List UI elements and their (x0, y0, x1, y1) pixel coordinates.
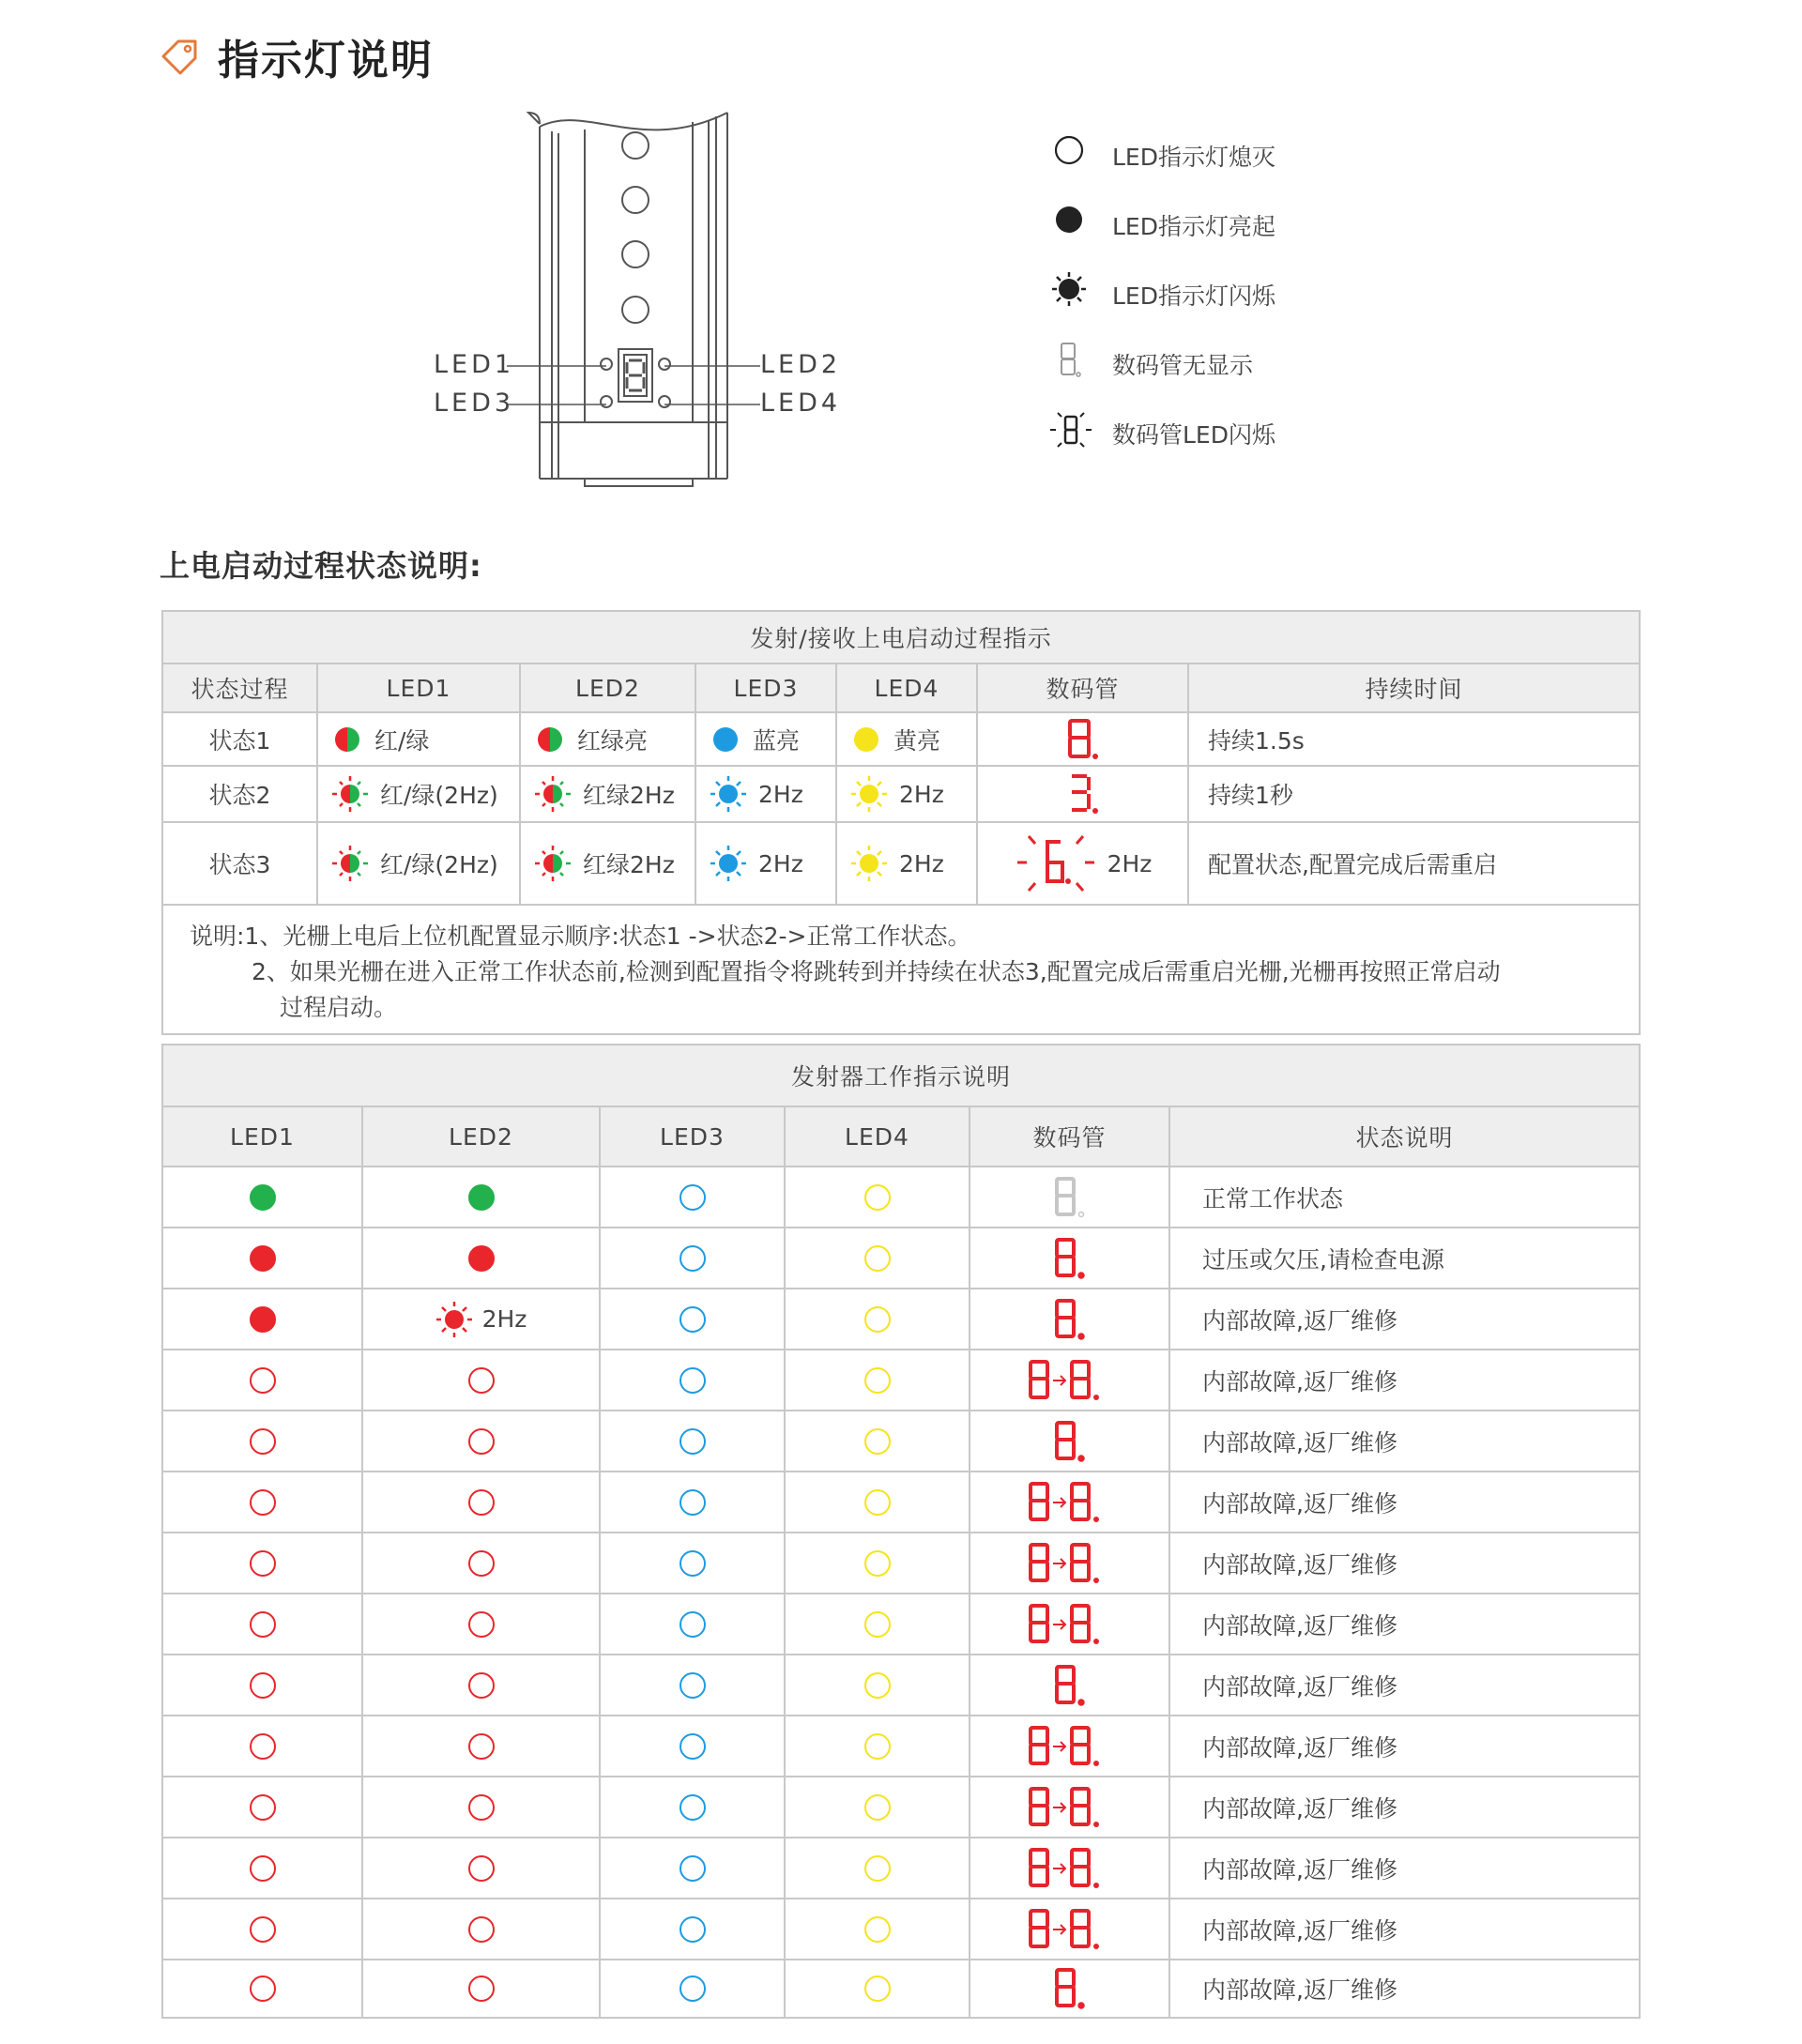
led2-cell (363, 1731, 599, 1762)
led1-cell (163, 1548, 361, 1579)
led4-cell (786, 1182, 969, 1213)
column-header: LED1 (317, 664, 520, 712)
led4-state: 2Hz (899, 849, 944, 877)
status-desc: 内部故障,返厂维修 (1169, 1899, 1640, 1960)
seven-seg-sequence-icon (1027, 1846, 1113, 1891)
label-led3: LED3 (434, 389, 515, 418)
status-desc: 内部故障,返厂维修 (1169, 1777, 1640, 1838)
red-led-icon (248, 1243, 278, 1274)
yellow-led-off-icon (863, 1548, 893, 1579)
seg-cell (970, 1297, 1168, 1342)
blue-led-off-icon (678, 1974, 708, 2004)
column-header: 状态说明 (1169, 1106, 1640, 1167)
seg-cell (970, 1480, 1168, 1525)
led2-cell (363, 1487, 599, 1518)
led3-cell (601, 1731, 784, 1762)
led3-cell (601, 1304, 784, 1335)
red-led-off-icon (248, 1365, 278, 1396)
legend-text: LED指示灯闪烁 (1112, 282, 1275, 310)
red-green-led-icon (331, 724, 363, 755)
led3-cell (601, 1792, 784, 1823)
status-desc: 内部故障,返厂维修 (1169, 1289, 1640, 1350)
table-row (162, 1472, 1640, 1533)
led1-cell (163, 1243, 361, 1274)
seven-seg-display-icon (1051, 1663, 1089, 1708)
red-led-off-icon (248, 1670, 278, 1701)
led1-state: 红/绿(2Hz) (380, 782, 498, 809)
led1-cell (163, 1426, 361, 1457)
led1-cell (163, 1792, 361, 1823)
red-led-off-icon (466, 1792, 496, 1823)
seven-seg-display-icon (1051, 1297, 1089, 1342)
column-header: LED2 (520, 664, 695, 712)
yellow-led-off-icon (863, 1670, 893, 1701)
red-led-off-icon (466, 1731, 496, 1762)
red-led-off-icon (466, 1914, 496, 1945)
led3-cell (601, 1609, 784, 1640)
led3-cell (601, 1426, 784, 1457)
led3-cell (601, 1487, 784, 1518)
blue-led-off-icon (678, 1243, 708, 1274)
table-row (162, 1655, 1640, 1716)
section-header (160, 26, 434, 86)
led2-cell (363, 1914, 599, 1945)
column-header: LED2 (362, 1106, 600, 1167)
led2-cell (363, 1792, 599, 1823)
red-blink-icon (435, 1301, 473, 1338)
seg-cell (970, 1541, 1168, 1586)
seven-seg-sequence-icon (1027, 1480, 1113, 1525)
led1-cell (163, 1853, 361, 1884)
column-header: LED4 (785, 1106, 970, 1167)
seg-cell (970, 1663, 1168, 1708)
led2-cell (363, 1609, 599, 1640)
led1-cell (163, 1487, 361, 1518)
red-green-blink-icon (331, 775, 369, 813)
red-green-blink-icon (534, 775, 572, 813)
seven-seg-display-icon (1051, 1175, 1089, 1220)
led2-state: 红绿2Hz (583, 782, 675, 809)
table-row (162, 712, 1640, 766)
duration-cell: 持续1秒 (1188, 766, 1640, 822)
yellow-blink-icon (850, 775, 888, 813)
green-led-icon (248, 1182, 278, 1213)
led1-state: 红/绿 (374, 726, 430, 755)
seven-seg-sequence-icon (1027, 1785, 1113, 1830)
section-subtitle: 上电启动过程状态说明: (160, 548, 482, 584)
red-led-off-icon (248, 1426, 278, 1457)
red-led-off-icon (466, 1670, 496, 1701)
table-row (162, 1411, 1640, 1472)
seg-cell (970, 1358, 1168, 1403)
led4-cell (786, 1792, 969, 1823)
red-led-off-icon (248, 1548, 278, 1579)
red-led-off-icon (466, 1548, 496, 1579)
led2-cell (363, 1548, 599, 1579)
yellow-led-off-icon (863, 1914, 893, 1945)
table-row (162, 822, 1640, 905)
status-desc: 内部故障,返厂维修 (1169, 1960, 1640, 2018)
seven-seg-display-icon (1064, 771, 1102, 816)
led4-cell (786, 1670, 969, 1701)
seven-seg-sequence-icon (1027, 1724, 1113, 1769)
column-header: LED3 (600, 1106, 785, 1167)
emitter-table (161, 1044, 1641, 2019)
led3-state: 2Hz (758, 780, 803, 808)
led4-cell (786, 1853, 969, 1884)
seven-seg-display-icon (1051, 1236, 1089, 1281)
led2-cell (363, 1182, 599, 1213)
yellow-led-off-icon (863, 1974, 893, 2004)
red-green-blink-icon (534, 845, 572, 882)
note-line: 过程启动。 (280, 994, 398, 1021)
red-led-icon (248, 1304, 278, 1335)
yellow-led-icon (850, 724, 882, 755)
led4-cell (786, 1548, 969, 1579)
led2-cell (363, 1243, 599, 1274)
led2-state: 红绿2Hz (583, 851, 675, 878)
led2-state: 红绿亮 (577, 726, 649, 755)
seven-seg-blink-icon (1041, 409, 1097, 454)
seg-cell (970, 1785, 1168, 1830)
circle-filled-icon (1046, 201, 1092, 246)
legend-text: LED指示灯亮起 (1112, 213, 1275, 240)
led3-cell (601, 1243, 784, 1274)
seven-seg-sequence-icon (1027, 1358, 1113, 1403)
red-led-off-icon (466, 1974, 496, 2004)
table-row (162, 1167, 1640, 1228)
blue-led-off-icon (678, 1914, 708, 1945)
red-led-off-icon (466, 1853, 496, 1884)
led4-cell (786, 1731, 969, 1762)
led3-cell (601, 1670, 784, 1701)
yellow-led-off-icon (863, 1365, 893, 1396)
seg-cell (970, 1724, 1168, 1769)
blue-led-off-icon (678, 1670, 708, 1701)
column-header: 数码管 (977, 664, 1188, 712)
table-row (162, 1960, 1640, 2018)
led3-cell (601, 1365, 784, 1396)
table-row (162, 1350, 1640, 1411)
yellow-led-off-icon (863, 1609, 893, 1640)
status-desc: 内部故障,返厂维修 (1169, 1350, 1640, 1411)
seven-seg-display-icon (1064, 717, 1102, 762)
led2-cell (363, 1365, 599, 1396)
seg-cell (970, 1907, 1168, 1952)
state-cell: 状态1 (162, 712, 317, 766)
tag-icon (160, 36, 201, 77)
yellow-led-off-icon (863, 1731, 893, 1762)
led3-cell (601, 1914, 784, 1945)
red-led-off-icon (466, 1609, 496, 1640)
led4-state: 2Hz (899, 780, 944, 808)
circle-outline-icon (1046, 131, 1092, 176)
led3-cell (601, 1853, 784, 1884)
yellow-led-off-icon (863, 1853, 893, 1884)
note-row (162, 905, 1640, 1034)
status-desc: 过压或欠压,请检查电源 (1169, 1228, 1640, 1289)
blue-led-off-icon (678, 1731, 708, 1762)
led2-cell (363, 1426, 599, 1457)
seg-cell (970, 1175, 1168, 1220)
seven-seg-display-icon (1051, 1419, 1089, 1464)
yellow-led-off-icon (863, 1243, 893, 1274)
status-desc: 内部故障,返厂维修 (1169, 1533, 1640, 1594)
seven-seg-display-icon (1051, 1966, 1089, 2011)
status-desc: 内部故障,返厂维修 (1169, 1411, 1640, 1472)
status-desc: 内部故障,返厂维修 (1169, 1472, 1640, 1533)
led4-cell (786, 1914, 969, 1945)
led1-cell (163, 1365, 361, 1396)
led1-cell (163, 1914, 361, 1945)
led2-cell (363, 1853, 599, 1884)
led4-cell (786, 1487, 969, 1518)
yellow-blink-icon (850, 845, 888, 882)
note-line: 2、如果光栅在进入正常工作状态前,检测到配置指令将跳转到并持续在状态3,配置完成后需重启光栅,光栅再按照正常启动 (252, 958, 1501, 985)
device-drawing (427, 103, 774, 497)
legend-text: LED指示灯熄灭 (1112, 144, 1275, 171)
led4-state: 黄亮 (893, 726, 941, 755)
seg-cell (970, 1846, 1168, 1891)
blue-blink-icon (710, 845, 747, 882)
yellow-led-off-icon (863, 1182, 893, 1213)
red-led-off-icon (466, 1365, 496, 1396)
led2-cell (363, 1301, 599, 1338)
led1-cell (163, 1974, 361, 2004)
red-led-icon (466, 1243, 496, 1274)
led4-cell (786, 1304, 969, 1335)
red-led-off-icon (248, 1609, 278, 1640)
red-green-blink-icon (331, 845, 369, 882)
status-desc: 内部故障,返厂维修 (1169, 1594, 1640, 1655)
column-header: LED4 (836, 664, 977, 712)
column-header: 状态过程 (162, 664, 317, 712)
column-header: LED1 (162, 1106, 362, 1167)
table-row (162, 1594, 1640, 1655)
seven-seg-sequence-icon (1027, 1541, 1113, 1586)
label-led4: LED4 (760, 389, 842, 418)
table-row (162, 1533, 1640, 1594)
table-row (162, 1289, 1640, 1350)
yellow-led-off-icon (863, 1426, 893, 1457)
led4-cell (786, 1974, 969, 2004)
status-desc: 正常工作状态 (1169, 1167, 1640, 1228)
led1-state: 红/绿(2Hz) (380, 851, 498, 878)
red-led-off-icon (248, 1792, 278, 1823)
blue-led-off-icon (678, 1548, 708, 1579)
blue-led-off-icon (678, 1365, 708, 1396)
yellow-led-off-icon (863, 1792, 893, 1823)
status-desc: 内部故障,返厂维修 (1169, 1716, 1640, 1777)
blue-led-off-icon (678, 1304, 708, 1335)
seg-cell (970, 1236, 1168, 1281)
status-desc: 内部故障,返厂维修 (1169, 1655, 1640, 1716)
led3-state: 2Hz (758, 849, 803, 877)
column-header: 数码管 (970, 1106, 1169, 1167)
blue-led-off-icon (678, 1853, 708, 1884)
blue-blink-icon (710, 775, 747, 813)
duration-cell: 配置状态,配置完成后需重启 (1188, 822, 1640, 905)
table-row (162, 1838, 1640, 1899)
led1-cell (163, 1609, 361, 1640)
column-header: 持续时间 (1188, 664, 1640, 712)
table-row (162, 1899, 1640, 1960)
red-led-off-icon (248, 1853, 278, 1884)
led2-frequency: 2Hz (481, 1305, 527, 1333)
blue-led-off-icon (678, 1487, 708, 1518)
legend-text: 数码管LED闪烁 (1112, 421, 1275, 449)
state-cell: 状态3 (162, 822, 317, 905)
green-led-icon (466, 1182, 496, 1213)
legend-text: 数码管无显示 (1112, 352, 1254, 379)
label-led2: LED2 (760, 350, 842, 379)
led3-cell (601, 1182, 784, 1213)
red-led-off-icon (248, 1731, 278, 1762)
table-row (162, 1716, 1640, 1777)
table-caption: 发射器工作指示说明 (162, 1045, 1640, 1106)
led2-cell (363, 1670, 599, 1701)
blue-led-off-icon (678, 1182, 708, 1213)
seven-seg-sequence-icon (1027, 1907, 1113, 1952)
led3-cell (601, 1548, 784, 1579)
table-row (162, 1228, 1640, 1289)
seg-cell (970, 1966, 1168, 2011)
led1-cell (163, 1670, 361, 1701)
led4-cell (786, 1243, 969, 1274)
led2-cell (363, 1974, 599, 2004)
red-led-off-icon (466, 1487, 496, 1518)
seven-seg-off-icon (1046, 340, 1092, 385)
led3-cell (601, 1974, 784, 2004)
state-cell: 状态2 (162, 766, 317, 822)
seg-cell (970, 1602, 1168, 1647)
blue-led-off-icon (678, 1792, 708, 1823)
table-row (162, 1777, 1640, 1838)
table-row (162, 766, 1640, 822)
red-led-off-icon (466, 1426, 496, 1457)
led4-cell (786, 1609, 969, 1640)
circle-blink-icon (1046, 270, 1092, 315)
red-green-led-icon (534, 724, 566, 755)
yellow-led-off-icon (863, 1487, 893, 1518)
led4-cell (786, 1365, 969, 1396)
blue-led-off-icon (678, 1426, 708, 1457)
startup-table (161, 610, 1641, 1035)
seven-seg-blink-icon (1014, 831, 1098, 896)
seven-seg-sequence-icon (1027, 1602, 1113, 1647)
red-led-off-icon (248, 1487, 278, 1518)
led1-cell (163, 1304, 361, 1335)
column-header: LED3 (695, 664, 836, 712)
device-illustration (427, 103, 842, 497)
page-title: 指示灯说明 (218, 37, 434, 84)
label-led1: LED1 (434, 350, 515, 379)
table-caption: 发射/接收上电启动过程指示 (162, 611, 1640, 664)
note-line: 说明:1、光栅上电后上位机配置显示顺序:状态1 ->状态2->正常工作状态。 (190, 923, 971, 950)
led4-cell (786, 1426, 969, 1457)
seg-cell (970, 1419, 1168, 1464)
yellow-led-off-icon (863, 1304, 893, 1335)
duration-cell: 持续1.5s (1188, 712, 1640, 766)
red-led-off-icon (248, 1974, 278, 2004)
led1-cell (163, 1731, 361, 1762)
red-led-off-icon (248, 1914, 278, 1945)
blue-led-off-icon (678, 1609, 708, 1640)
status-desc: 内部故障,返厂维修 (1169, 1838, 1640, 1899)
blue-led-icon (710, 724, 741, 755)
seg-frequency: 2Hz (1107, 849, 1153, 877)
led1-cell (163, 1182, 361, 1213)
led3-state: 蓝亮 (753, 726, 801, 755)
